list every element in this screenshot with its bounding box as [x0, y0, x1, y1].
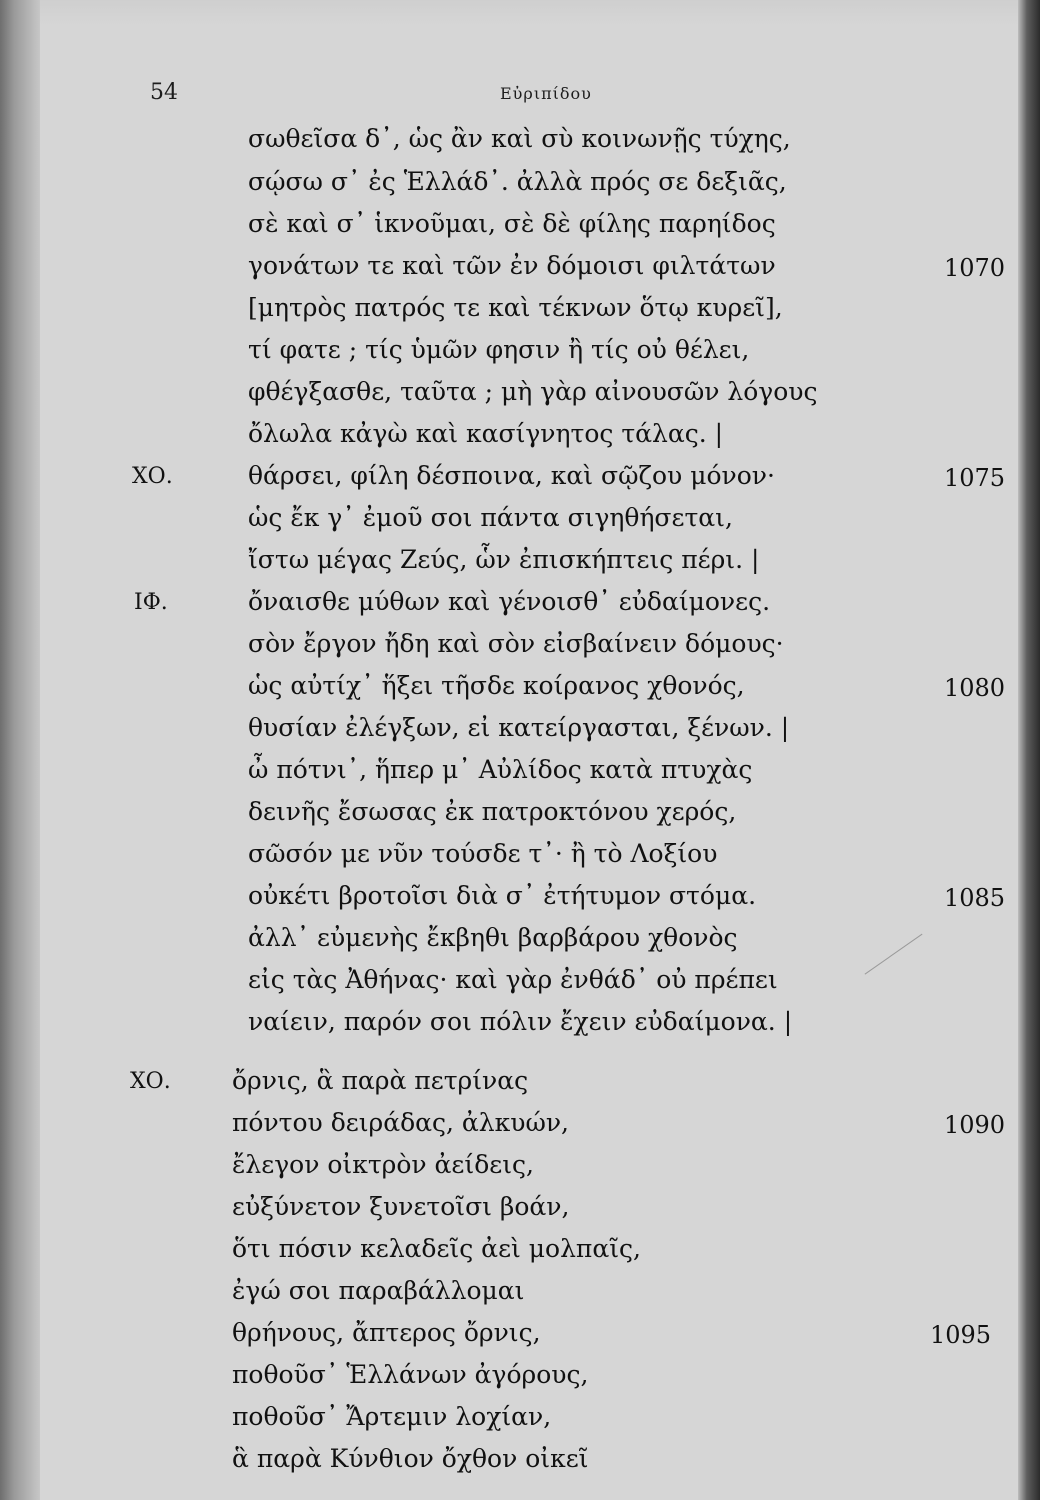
- pencil-mark: [865, 934, 946, 1008]
- verse-line: πόντου δειράδας, ἀλκυών,: [232, 1108, 569, 1137]
- page-left-shadow: [0, 0, 40, 1500]
- verse-line: ποθοῦσ᾽ Ἑλλάνων ἀγόρους,: [232, 1360, 589, 1389]
- line-number: 1085: [944, 884, 1006, 912]
- verse-line: σὸν ἔργον ἤδη καὶ σὸν εἰσβαίνειν δόμους·: [248, 629, 784, 658]
- verse-line: [μητρὸς πατρός τε καὶ τέκνων ὅτῳ κυρεῖ],: [248, 293, 783, 322]
- verse-line: ὦ πότνι᾽, ἥπερ μ᾽ Αὐλίδος κατὰ πτυχὰς: [248, 755, 753, 784]
- verse-line: ἃ παρὰ Κύνθιον ὄχθον οἰκεῖ: [232, 1444, 589, 1473]
- verse-line: ὡς ἔκ γ᾽ ἐμοῦ σοι πάντα σιγηθήσεται,: [248, 503, 733, 532]
- speaker-label-iphigenia: ΙΦ.: [134, 590, 168, 615]
- line-number: 1070: [944, 254, 1006, 282]
- verse-line: ἔλεγον οἰκτρὸν ἀείδεις,: [232, 1150, 534, 1179]
- verse-line: σῶσόν με νῦν τούσδε τ᾽· ἢ τὸ Λοξίου: [248, 839, 718, 868]
- verse-line: ὅτι πόσιν κελαδεῖς ἀεὶ μολπαῖς,: [232, 1234, 641, 1263]
- verse-line: ἐγώ σοι παραβάλλομαι: [232, 1276, 525, 1305]
- line-number: 1075: [944, 464, 1006, 492]
- verse-line: εὐξύνετον ξυνετοῖσι βοάν,: [232, 1192, 570, 1221]
- verse-line: ὡς αὐτίχ᾽ ἥξει τῆσδε κοίρανος χθονός,: [248, 671, 745, 700]
- line-number: 1090: [944, 1111, 1006, 1139]
- verse-line: ὄναισθε μύθων καὶ γένοισθ᾽ εὐδαίμονες.: [248, 587, 771, 616]
- verse-line: θυσίαν ἐλέγξων, εἰ κατείργασται, ξένων. |: [248, 713, 790, 742]
- page-number: 54: [150, 80, 178, 105]
- verse-line: ὄλωλα κἀγὼ καὶ κασίγνητος τάλας. |: [248, 419, 724, 448]
- verse-line: δεινῆς ἔσωσας ἐκ πατροκτόνου χερός,: [248, 797, 737, 826]
- verse-line: θάρσει, φίλη δέσποινα, καὶ σῷζου μόνον·: [248, 461, 775, 490]
- verse-line: σὲ καὶ σ᾽ ἱκνοῦμαι, σὲ δὲ φίλης παρηίδος: [248, 209, 776, 238]
- verse-line: εἰς τὰς Ἀθήνας· καὶ γὰρ ἐνθάδ᾽ οὐ πρέπει: [248, 965, 778, 994]
- verse-line: ποθοῦσ᾽ Ἄρτεμιν λοχίαν,: [232, 1402, 552, 1431]
- verse-line: θρήνους, ἄπτερος ὄρνις,: [232, 1318, 541, 1347]
- verse-line: ναίειν, παρόν σοι πόλιν ἔχειν εὐδαίμονα. |: [248, 1007, 793, 1036]
- verse-line: σῴσω σ᾽ ἐς Ἑλλάδ᾽. ἀλλὰ πρός σε δεξιᾶς,: [248, 167, 787, 196]
- line-number: 1080: [944, 674, 1006, 702]
- speaker-label-chorus: ΧΟ.: [130, 1069, 171, 1094]
- verse-line: γονάτων τε καὶ τῶν ἐν δόμοισι φιλτάτων: [248, 251, 776, 280]
- verse-line: ἴστω μέγας Ζεύς, ὧν ἐπισκήπτεις πέρι. |: [248, 545, 760, 574]
- page-right-shadow: [1018, 0, 1040, 1500]
- running-head: Εὐριπίδου: [500, 84, 592, 103]
- line-number: 1095: [930, 1321, 992, 1349]
- verse-line: σωθεῖσα δ᾽, ὡς ἂν καὶ σὺ κοινωνῇς τύχης,: [248, 124, 791, 153]
- verse-line: οὐκέτι βροτοῖσι διὰ σ᾽ ἐτήτυμον στόμα.: [248, 881, 757, 910]
- verse-line: τί φατε ; τίς ὑμῶν φησιν ἢ τίς οὐ θέλει,: [248, 335, 750, 364]
- verse-line: ἀλλ᾽ εὐμενὴς ἔκβηθι βαρβάρου χθονὸς: [248, 923, 738, 952]
- verse-line: φθέγξασθε, ταῦτα ; μὴ γὰρ αἰνουσῶν λόγους: [248, 377, 818, 406]
- verse-line: ὄρνις, ἃ παρὰ πετρίνας: [232, 1066, 529, 1095]
- page-top-edge: [0, 0, 1040, 26]
- speaker-label-chorus: ΧΟ.: [132, 464, 173, 489]
